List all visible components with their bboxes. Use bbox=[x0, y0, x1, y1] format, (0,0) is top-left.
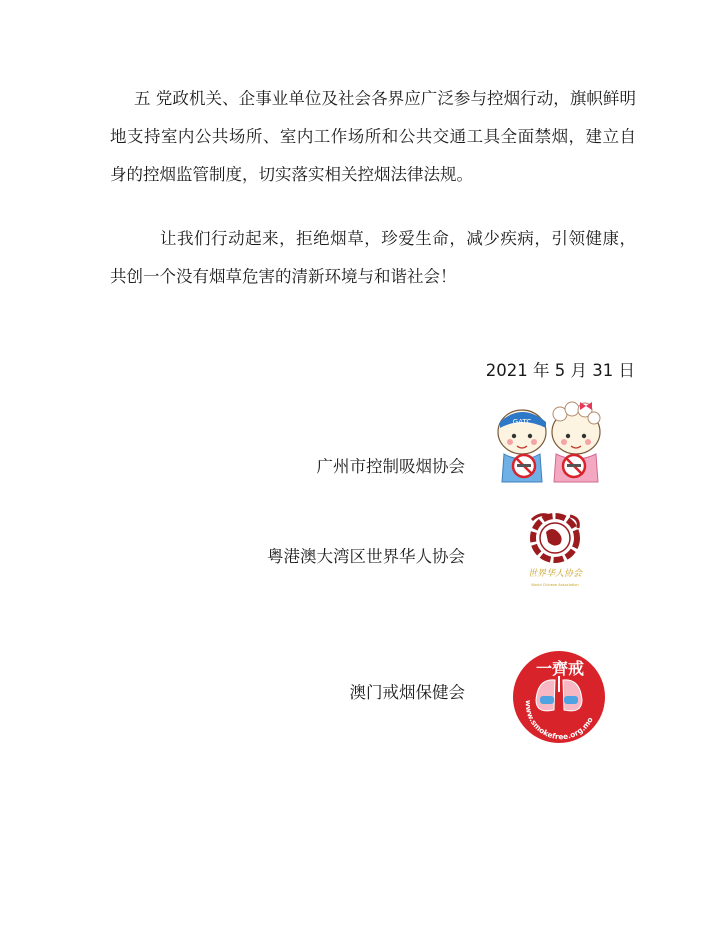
lungs-circle-logo bbox=[510, 648, 608, 746]
association-logo-subtext: World Chinese Association bbox=[531, 583, 579, 587]
association-logo-text: 世界华人协会 bbox=[527, 569, 583, 579]
org-guangzhou-tobacco-control: 广州市控制吸烟协会 bbox=[316, 457, 465, 476]
org-macau-smoking-prevention: 澳门戒烟保健会 bbox=[349, 683, 465, 702]
paragraph-five: 五 党政机关、企事业单位及社会各界应广泛参与控烟行动，旗帜鲜明地支持室内公共场所、室内工作场所和公共交通工具全面禁烟，建立自身的控烟监管制度，切实落实相关控烟法律法规。 bbox=[110, 89, 636, 184]
globe-dragon-logo bbox=[510, 508, 600, 590]
macau-logo-text: 一齊戒 bbox=[535, 659, 585, 678]
letter-date: 2021 年 5 月 31 日 bbox=[485, 361, 635, 380]
macau-logo-url: www.smokefree.org.mo bbox=[523, 699, 595, 742]
org-gba-world-chinese-association: 粤港澳大湾区世界华人协会 bbox=[267, 547, 465, 566]
mascot-logo-text: GATC bbox=[512, 418, 532, 426]
mascot-pair-logo bbox=[490, 392, 608, 490]
closing-paragraph: 让我们行动起来，拒绝烟草，珍爱生命，减少疾病，引领健康，共创一个没有烟草危害的清新环境与和谐社会！ bbox=[110, 229, 636, 286]
